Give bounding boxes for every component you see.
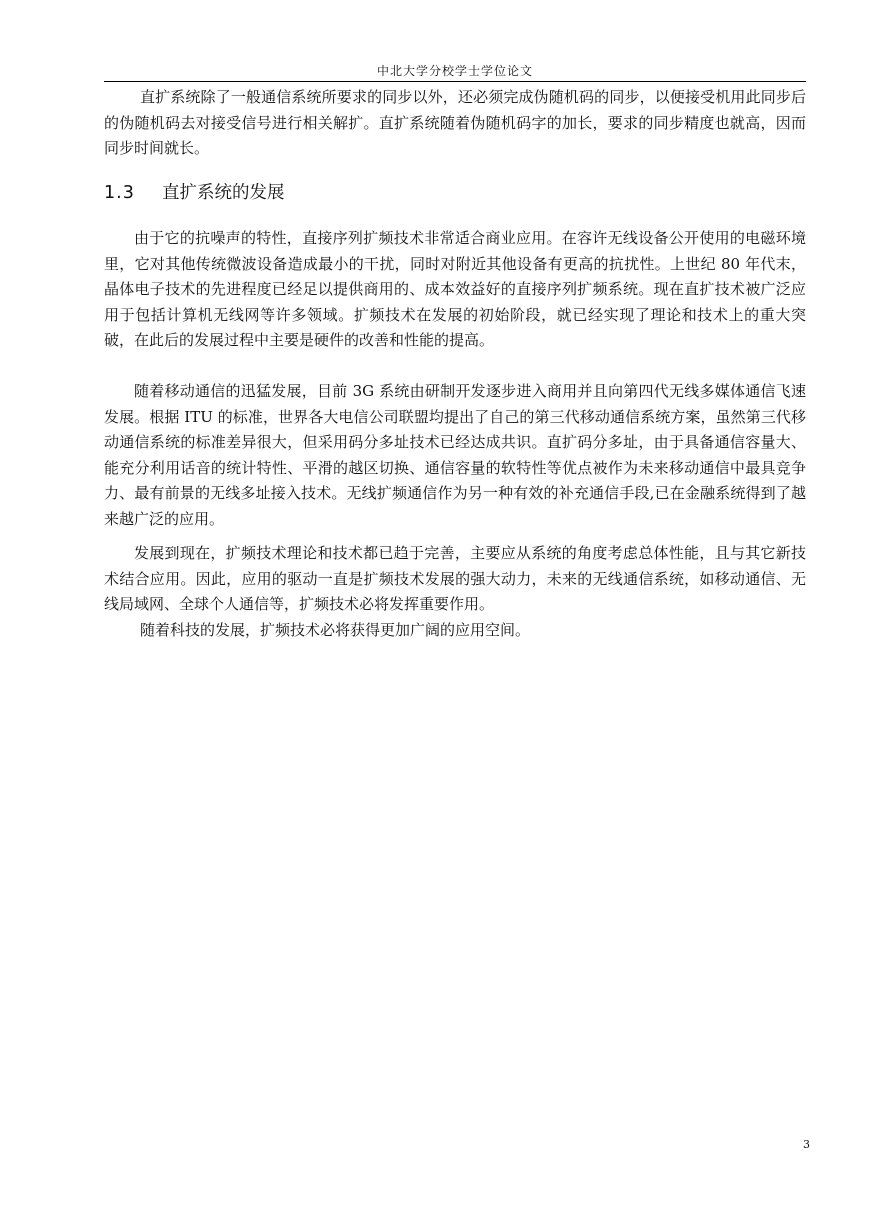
paragraph-sync-requirement: 直扩系统除了一般通信系统所要求的同步以外，还必须完成伪随机码的同步，以便接受机用此同步后的伪随机码去对接受信号进行相关解扩。直扩系统随着伪随机码字的加长，要求的同步精度也就高，因而同步时间就长。 <box>104 88 806 157</box>
paragraph-mobile-communication: 随着移动通信的迅猛发展，目前 3G 系统由研制开发逐步进入商用并且向第四代无线多媒体通信飞速发展。根据 ITU 的标准，世界各大电信公司联盟均提出了自己的第三代移动通信系统方案，虽然第三代移动通信系统的标准差异很大，但采用码分多址技术已经达成共识。直扩码分多址，由于具备通信容量大、能充分利用话音的统计特性、平滑的越区切换、通信容量的软特性等优点被作为未来移动通信中最具竞争力、最有前景的无线多址接入技术。无线扩频通信作为另一种有效的补充通信手段,已在金融系统得到了越来越广泛的应用。 <box>104 382 806 528</box>
page-number: 3 <box>803 1138 810 1151</box>
paragraph-outlook: 随着科技的发展，扩频技术必将获得更加广阔的应用空间。 <box>140 621 531 639</box>
paragraph-commercial-use: 由于它的抗噪声的特性，直接序列扩频技术非常适合商业应用。在容许无线设备公开使用的电磁环境里，它对其他传统微波设备造成最小的干扰，同时对附近其他设备有更高的抗扰性。上世纪 80 年代末，晶体电子技术的先进程度已经足以提供商用的、成本效益好的直接序列扩频系统。现在直扩技术被广泛应用于包括计算机无线网等许多领域。扩频技术在发展的初始阶段，就已经实现了理论和技术上的重大突破，在此后的发展过程中主要是硬件的改善和性能的提高。 <box>104 229 806 349</box>
page-header-title: 中北大学分校学士学位论文 <box>376 64 533 78</box>
section-title: 直扩系统的发展 <box>162 183 285 203</box>
section-number: 1.3 <box>104 183 135 203</box>
header-divider <box>104 81 806 82</box>
paragraph-current-development: 发展到现在，扩频技术理论和技术都已趋于完善，主要应从系统的角度考虑总体性能，且与其它新技术结合应用。因此，应用的驱动一直是扩频技术发展的强大动力，未来的无线通信系统，如移动通信、无线局域网、全球个人通信等，扩频技术必将发挥重要作用。 <box>104 544 806 613</box>
section-heading <box>104 180 285 206</box>
